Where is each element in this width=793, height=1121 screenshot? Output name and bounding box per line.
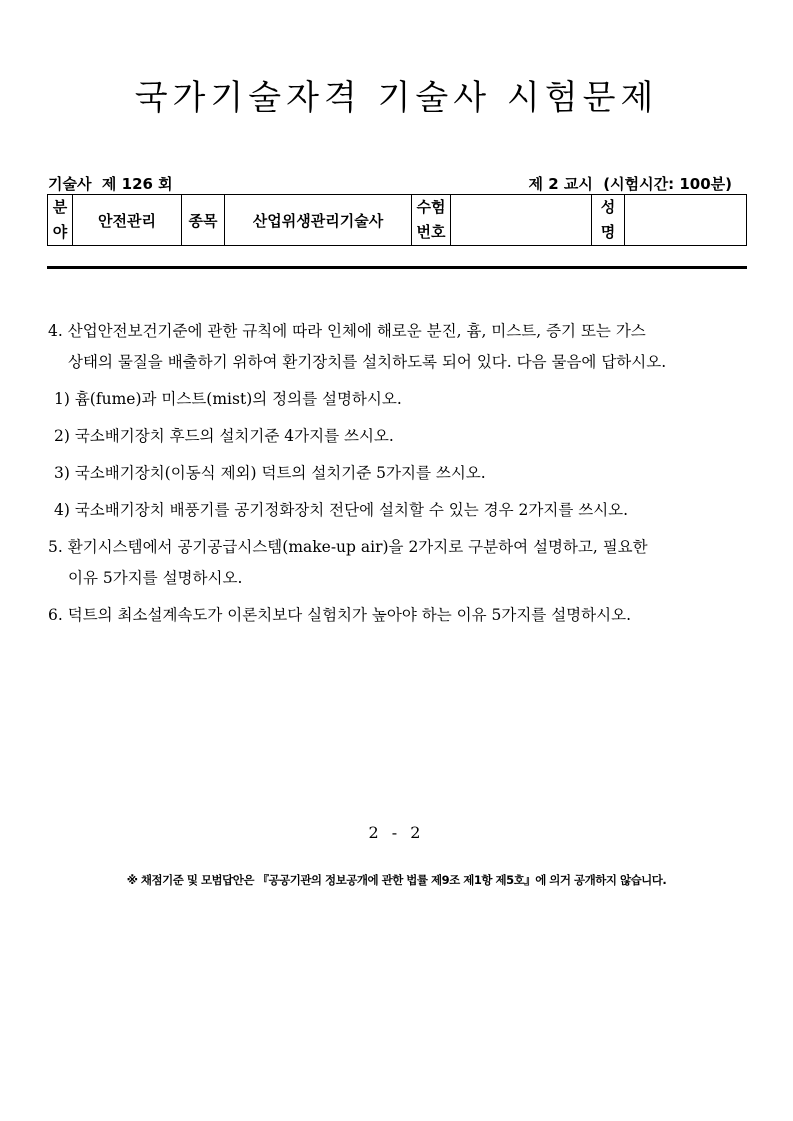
question-5-line-2: 이유 5가지를 설명하시오. [68,569,243,587]
question-6-line-1: 6. 덕트의 최소설계속도가 이론치보다 실험치가 높아야 하는 이유 5가지를 설명하시오. [48,606,632,624]
name-field[interactable] [625,195,747,246]
field-label-top: 분 [52,198,68,216]
exam-meta-row [48,173,748,195]
question-4-sub-4: 4) 국소배기장치 배풍기를 공기정화장치 전단에 설치할 수 있는 경우 2가지를 쓰시오. [54,501,629,519]
name-label-bottom: 명 [600,223,616,241]
footer-notice: ※ 채점기준 및 모범답안은 『공공기관의 정보공개에 관한 법률 제9조 제1항 제5호』에 의거 공개하지 않습니다. [126,873,667,887]
exam-number-label [412,195,451,246]
field-label-bottom: 야 [52,223,68,241]
exam-number-label-top: 수험 [416,198,446,216]
name-label-top: 성 [600,198,616,216]
exam-info-table [47,194,747,246]
question-4-sub-2: 2) 국소배기장치 후드의 설치기준 4가지를 쓰시오. [54,427,394,445]
exam-session: 기술사 제 126 회 [48,175,173,193]
exam-number-field[interactable] [451,195,592,246]
exam-period: 제 2 교시 (시험시간: 100분) [528,175,732,193]
question-4-sub-3: 3) 국소배기장치(이동식 제외) 덕트의 설치기준 5가지를 쓰시오. [54,464,486,482]
category-value: 산업위생관리기술사 [225,195,412,246]
field-value: 안전관리 [73,195,182,246]
exam-number-label-bottom: 번호 [416,223,446,241]
question-6 [48,600,748,631]
question-4-sub-1: 1) 흄(fume)과 미스트(mist)의 정의를 설명하시오. [54,390,402,408]
question-4-line-1: 4. 산업안전보건기준에 관한 규칙에 따라 인체에 해로운 분진, 흄, 미스트, 증기 또는 가스 [48,322,646,340]
page-number: 2 - 2 [368,823,425,842]
question-4 [48,316,748,378]
exam-title: 국가기술자격 기술사 시험문제 [134,78,659,118]
question-5 [48,532,748,594]
question-5-line-1: 5. 환기시스템에서 공기공급시스템(make-up air)을 2가지로 구분하여 설명하고, 필요한 [48,538,648,556]
field-label [48,195,73,246]
question-list [48,316,748,637]
name-label [592,195,625,246]
question-4-line-2: 상태의 물질을 배출하기 위하여 환기장치를 설치하도록 되어 있다. 다음 물음에 답하시오. [68,353,667,371]
header-divider [47,266,747,269]
category-label: 종목 [182,195,225,246]
